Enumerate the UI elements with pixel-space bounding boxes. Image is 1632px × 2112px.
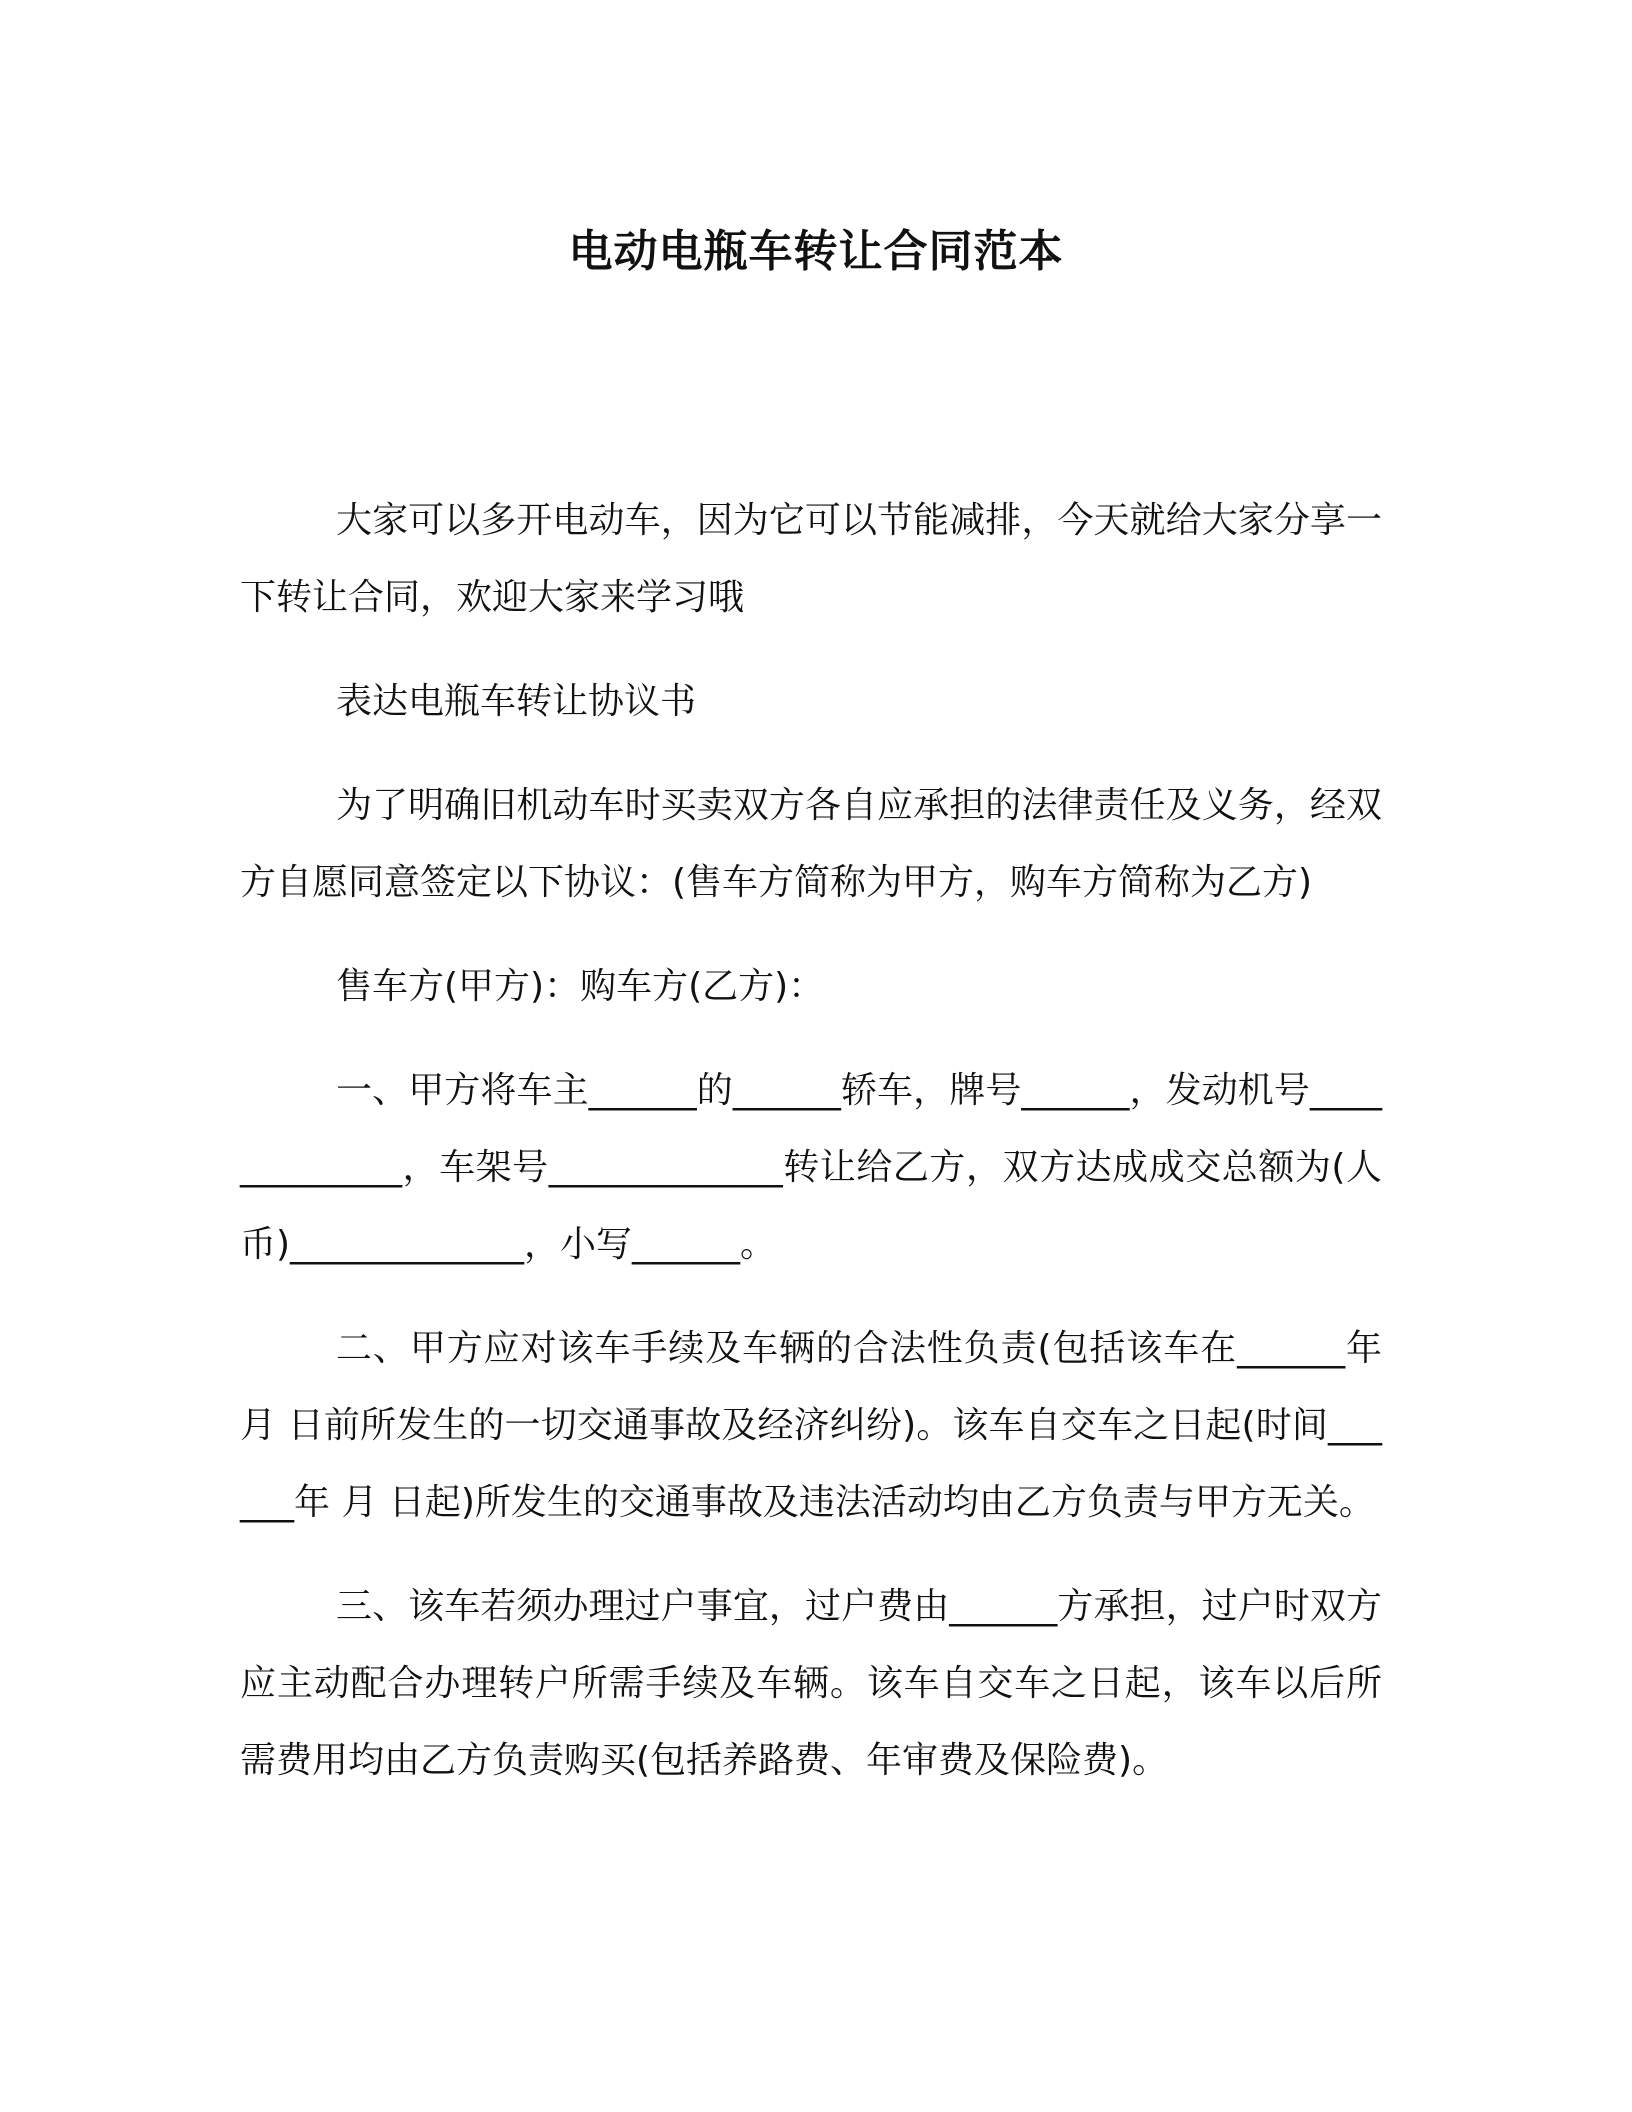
document-title: 电动电瓶车转让合同范本 [568, 226, 1064, 277]
clause-1: 一、甲方将车主______的______轿车，牌号______，发动机号_____________，车架号_____________转让给乙方，双方达成成交总额为(人币)_____________，小写______。 [240, 1070, 1382, 1265]
purpose-paragraph: 为了明确旧机动车时买卖双方各自应承担的法律责任及义务，经双方自愿同意签定以下协议：(售车方简称为甲方，购车方简称为乙方) [240, 785, 1382, 903]
intro-paragraph: 大家可以多开电动车，因为它可以节能减排，今天就给大家分享一下转让合同，欢迎大家来学习哦 [240, 500, 1382, 618]
clause-2: 二、甲方应对该车手续及车辆的合法性负责(包括该车在______年 月 日前所发生的一切交通事故及经济纠纷)。该车自交车之日起(时间______年 月 日起)所发生的交通事故及违法活动均由乙方负责与甲方无关。 [240, 1328, 1382, 1523]
document-body [240, 482, 1382, 1826]
parties-line: 售车方(甲方)：购车方(乙方)： [336, 966, 825, 1007]
agreement-heading: 表达电瓶车转让协议书 [336, 681, 697, 722]
clause-3: 三、该车若须办理过户事宜，过户费由______方承担，过户时双方应主动配合办理转户所需手续及车辆。该车自交车之日起，该车以后所需费用均由乙方负责购买(包括养路费、年审费及保险费)。 [240, 1586, 1382, 1781]
